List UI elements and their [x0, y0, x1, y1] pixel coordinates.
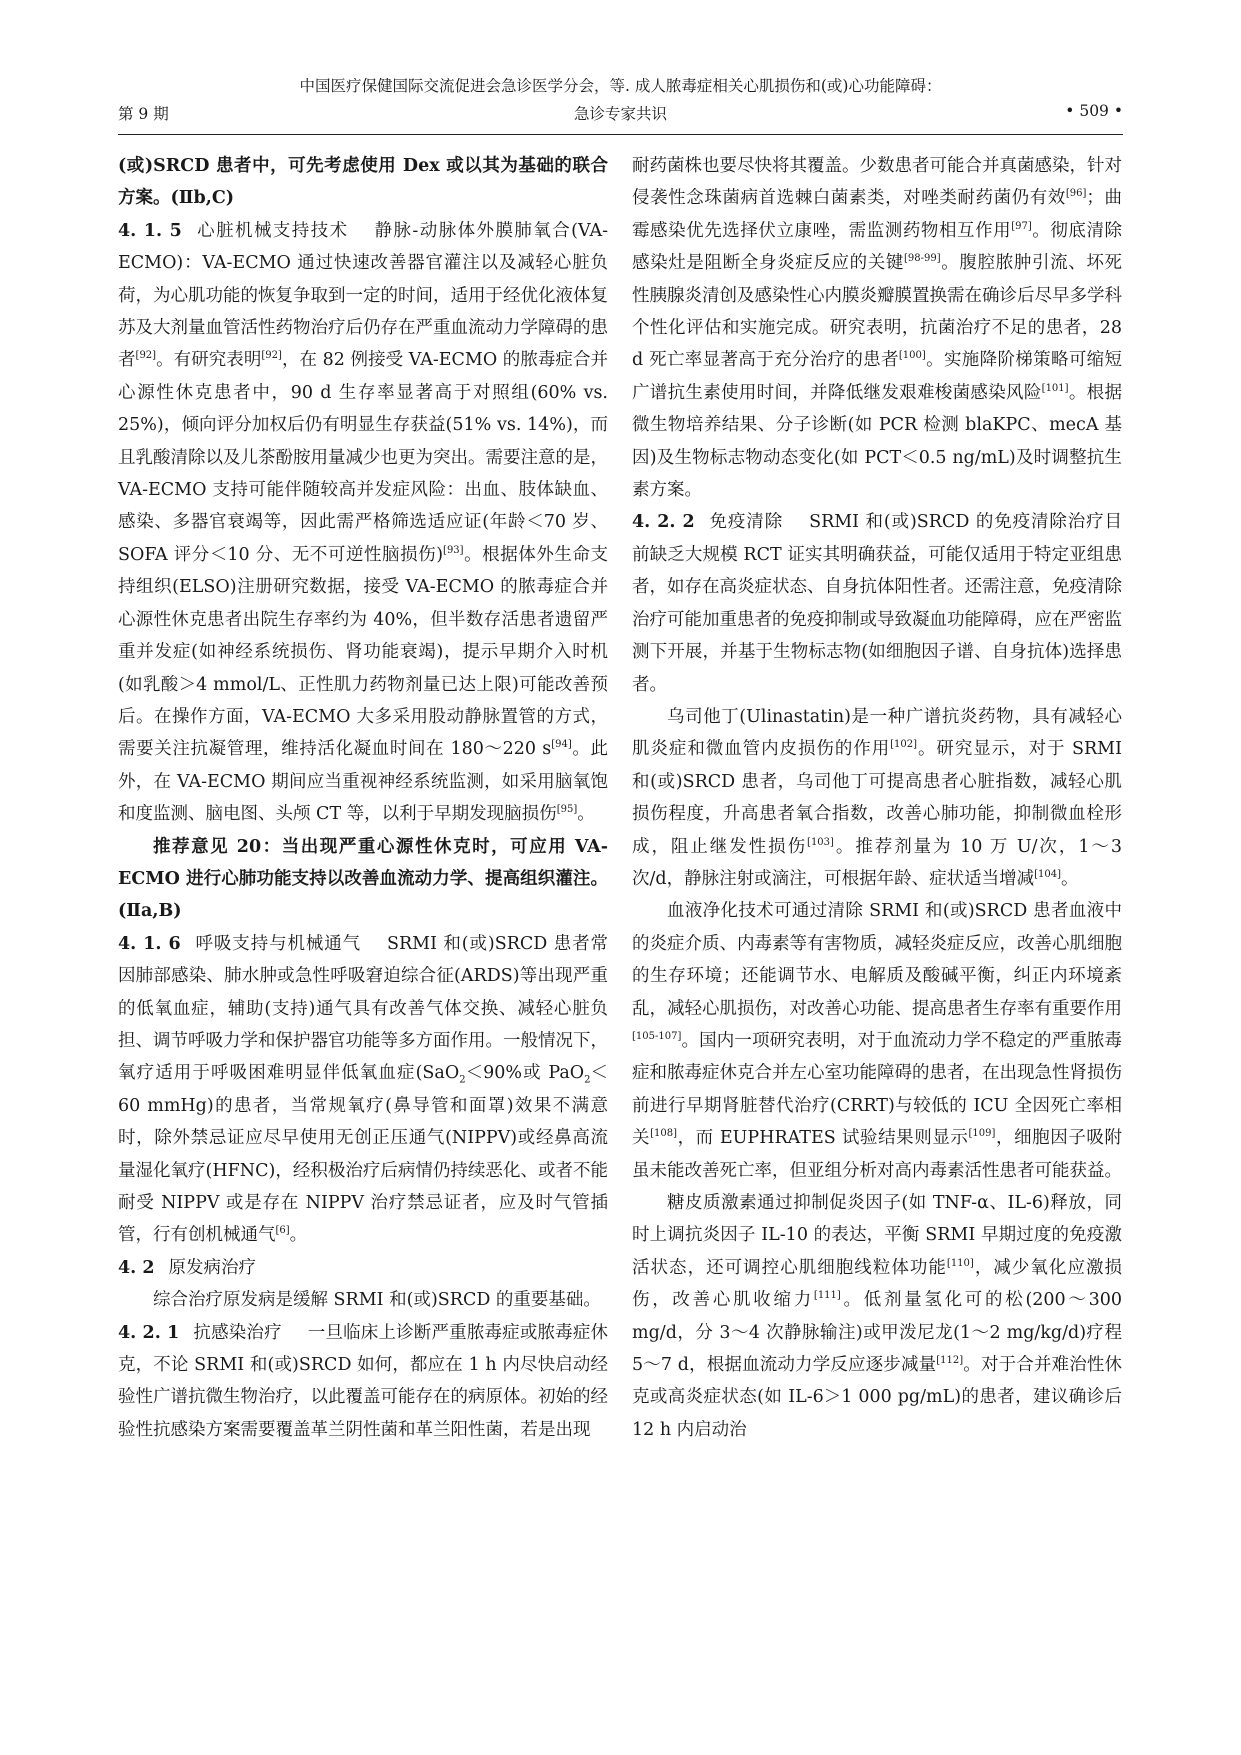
citation: [92] [135, 350, 157, 362]
blood-purification-paragraph: 血液净化技术可通过清除 SRMI 和(或)SRCD 患者血液中的炎症介质、内毒素等有害物质，减轻炎症反应，改善心肌细胞的生存环境；还能调节水、电解质及酸碱平衡，纠正内环境紊乱，减轻心肌损伤，对改善心功能、提高患者生存率有重要作用[105-107]。国内一项研究表明，对于血流动力学不稳定的严重脓毒症和脓毒症休克合并左心室功能障碍的患者，在出现急性肾损伤前进行早期肾脏替代治疗(CRRT)与较低的 ICU 全因死亡率相关[108]，而 EUPHRATES 试验结果则显示[109]，细胞因子吸附虽未能改善死亡率，但亚组分析对高内毒素活性患者可能获益。 [632, 901, 1123, 1181]
citation: [96] [1065, 188, 1087, 200]
section-4-1-5: 4. 1. 5 心脏机械支持技术 静脉-动脉体外膜肺氧合(VA-ECMO)：VA-ECMO 通过快速改善器官灌注以及减轻心脏负荷，为心肌功能的恢复争取到一定的时间，适用于经优化液体复苏及大剂量血管活性药物治疗后仍存在严重血流动力学障碍的患者[92]。有研究表明[92]，在 82 例接受 VA-ECMO 的脓毒症合并心源性休克患者中，90 d 生存率显著高于对照组(60% vs. 25%)，倾向评分加权后仍有明显生存获益(51% vs. 14%)，而且乳酸清除以及儿茶酚胺用量减少也更为突出。需要注意的是，VA-ECMO 支持可能伴随较高并发症风险：出血、肢体缺血、感染、多器官衰竭等，因此需严格筛选适应证(年龄＜70 岁、SOFA 评分＜10 分、无不可逆性脑损伤)[93]。根据体外生命支持组织(ELSO)注册研究数据，接受 VA-ECMO 的脓毒症合并心源性休克患者出院生存率约为 40%，但半数存活患者遗留严重并发症(如神经系统损伤、肾功能衰竭)，提示早期介入时机(如乳酸＞4 mmol/L、正性肌力药物剂量已达上限)可能改善预后。在操作方面，VA-ECMO 大多采用股动静脉置管的方式，需要关注抗凝管理，维持活化凝血时间在 180～220 s[94]。此外，在 VA-ECMO 期间应当重视神经系统监测，如采用脑氧饱和度监测、脑电图、头颅 CT 等，以利于早期发现脑损伤[95]。 [118, 220, 609, 825]
section-number: 4. 2 [118, 1257, 155, 1278]
section-title: 原发病治疗 [168, 1257, 257, 1278]
citation: [112] [936, 1355, 964, 1367]
section-title: 心脏机械支持技术 [195, 220, 349, 241]
citation: [103] [807, 836, 834, 848]
section-title: 免疫清除 [708, 512, 784, 533]
citation: [6] [275, 1225, 290, 1237]
citation: [98-99] [904, 253, 941, 265]
section-4-2-paragraph: 综合治疗原发病是缓解 SRMI 和(或)SRCD 的重要基础。 [153, 1290, 601, 1311]
citation: [111] [813, 1290, 841, 1302]
citation: [93] [443, 544, 464, 556]
page-number: • 509 • [1065, 102, 1123, 120]
citation: [95] [556, 804, 578, 816]
section-number: 4. 2. 2 [632, 512, 695, 533]
issue-number: 第 9 期 [118, 105, 169, 123]
citation: [102] [890, 739, 918, 751]
section-4-2-1-continued: 耐药菌株也要尽快将其覆盖。少数患者可能合并真菌感染，针对侵袭性念珠菌病首选棘白菌素类，对唑类耐药菌仍有效[96]；曲霉感染优先选择伏立康唑，需监测药物相互作用[97]。彻底清除感染灶是阻断全身炎症反应的关键[98-99]。腹腔脓肿引流、坏死性胰腺炎清创及感染性心内膜炎瓣膜置换需在确诊后尽早多学科个性化评估和实施完成。研究表明，抗菌治疗不足的患者，28 d 死亡率显著高于充分治疗的患者[100]。实施降阶梯策略可缩短广谱抗生素使用时间，并降低继发艰难梭菌感染风险[101]。根据微生物培养结果、分子诊断(如 PCR 检测 blaKPC、mecA 基因)及生物标志物动态变化(如 PCT＜0.5 ng/mL)及时调整抗生素方案。 [632, 156, 1123, 501]
section-4-2-heading [118, 1252, 608, 1284]
section-number: 4. 1. 6 [118, 933, 181, 954]
citation: [110] [946, 1257, 974, 1269]
section-4-2-2: 4. 2. 2 免疫清除 SRMI 和(或)SRCD 的免疫清除治疗目前缺乏大规模 RCT 证实其明确获益，可能仅适用于特定亚组患者，如存在高炎症状态、自身抗体阳性者。还需注意，免疫清除治疗可能加重患者的免疫抑制或导致凝血功能障碍，应在严密监测下开展，并基于生物标志物(如细胞因子谱、自身抗体)选择患者。 [632, 512, 1122, 695]
citation: [100] [898, 350, 926, 362]
section-number: 4. 1. 5 [118, 220, 182, 241]
citation: [108] [650, 1128, 677, 1140]
header-rule [118, 134, 1123, 135]
running-title-line2: 急诊专家共识 [573, 105, 667, 123]
citation: [105-107] [632, 1030, 682, 1042]
ulinastatin-paragraph: 乌司他丁(Ulinastatin)是一种广谱抗炎药物，具有减轻心肌炎症和微血管内皮损伤的作用[102]。研究显示，对于 SRMI 和(或)SRCD 患者，乌司他丁可提高患者心脏指数，减轻心肌损伤程度，升高患者氧合指数，改善心肺功能，抑制微血栓形成，阻止继发性损伤[103]。推荐剂量为 10 万 U/次，1～3 次/d，静脉注射或滴注，可根据年龄、症状适当增减[104]。 [632, 706, 1122, 889]
section-4-2-1: 4. 2. 1 抗感染治疗 一旦临床上诊断严重脓毒症或脓毒症休克，不论 SRMI 和(或)SRCD 如何，都应在 1 h 内尽快启动经验性广谱抗微生物治疗，以此覆盖可能存在的病原体。初始的经验性抗感染方案需要覆盖革兰阴性菌和革兰阳性菌，若是出现 [118, 1322, 609, 1440]
citation: [92] [261, 350, 282, 362]
right-column [632, 150, 1122, 1446]
citation: [109] [968, 1128, 996, 1140]
citation: [94] [551, 739, 572, 751]
citation: [97] [1011, 220, 1032, 232]
running-title-line1: 中国医疗保健国际交流促进会急诊医学分会，等. 成人脓毒症相关心肌损伤和(或)心功能障碍： [299, 77, 942, 95]
left-column [118, 150, 608, 1446]
section-title: 呼吸支持与机械通气 [194, 933, 361, 954]
page-header [118, 68, 1123, 138]
recommendation-continued: (或)SRCD 患者中，可先考虑使用 Dex 或以其为基础的联合方案。(Ⅱb,C) [118, 156, 608, 209]
section-4-1-6: 4. 1. 6 呼吸支持与机械通气 SRMI 和(或)SRCD 患者常因肺部感染、肺水肿或急性呼吸窘迫综合征(ARDS)等出现严重的低氧血症，辅助(支持)通气具有改善气体交换、减轻心脏负担、调节呼吸力学和保护器官功能等多方面作用。一般情况下，氧疗适用于呼吸困难明显伴低氧血症(SaO$_2$＜90%或 PaO$_2$＜60 mmHg)的患者，当常规氧疗(鼻导管和面罩)效果不满意时，除外禁忌证应尽早使用无创正压通气(NIPPV)或经鼻高流量湿化氧疗(HFNC)，经积极治疗后病情仍持续恶化、或者不能耐受 NIPPV 或是存在 NIPPV 治疗禁忌证者，应及时气管插管，行有创机械通气[6]。 [118, 933, 609, 1246]
citation: [101] [1041, 382, 1069, 394]
section-title: 抗感染治疗 [193, 1322, 282, 1343]
section-number: 4. 2. 1 [118, 1322, 180, 1343]
glucocorticoid-paragraph: 糖皮质激素通过抑制促炎因子(如 TNF-α、IL-6)释放，同时上调抗炎因子 IL-10 的表达，平衡 SRMI 早期过度的免疫激活状态，还可调控心肌细胞线粒体功能[110]，减少氧化应激损伤，改善心肌收缩力[111]。低剂量氢化可的松(200～300 mg/d，分 3～4 次静脉输注)或甲泼尼龙(1～2 mg/kg/d)疗程 5～7 d，根据血流动力学反应逐步减量[112]。对于合并难治性休克或高炎症状态(如 IL-6＞1 000 pg/mL)的患者，建议确诊后 12 h 内启动治 [632, 1193, 1123, 1440]
citation: [104] [1034, 868, 1061, 880]
recommendation-20: 推荐意见 20：当出现严重心源性休克时，可应用 VA-ECMO 进行心肺功能支持以改善血流动力学、提高组织灌注。(Ⅱa,B) [118, 836, 608, 922]
